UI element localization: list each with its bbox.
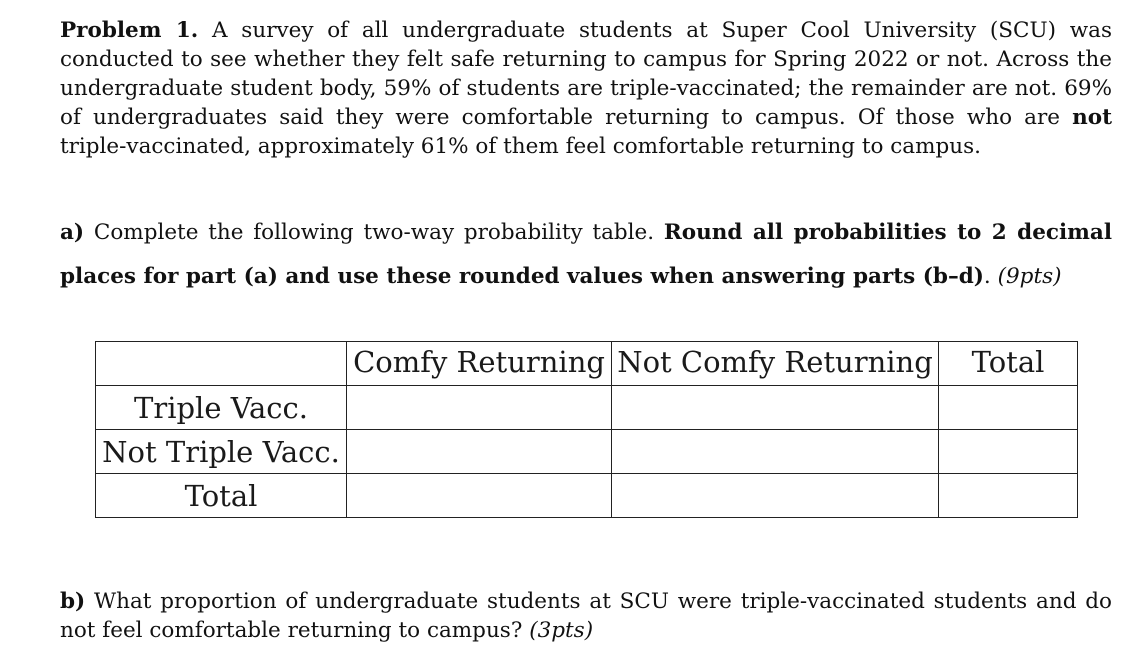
column-header-total: Total (939, 342, 1078, 386)
row-header-triple-vacc: Triple Vacc. (96, 386, 347, 430)
table-corner-cell (96, 342, 347, 386)
part-a-question (60, 211, 1112, 299)
part-a-points: (9pts) (997, 264, 1062, 289)
problem-text: A survey of all undergraduate students at Super Cool University (SCU) was conducted to see whether they felt safe returning to campus for Spring 2022 or not. Across the undergraduate student body, 59% of students are triple-vaccinated; the remainder are not. 69% of undergraduates said they were comfortable returning to campus. Of those who are (60, 18, 1112, 130)
cell-not-triple-comfy[interactable] (347, 430, 612, 474)
part-a-text: Complete the following two-way probability table. (93, 220, 655, 245)
cell-total-not-comfy[interactable] (612, 474, 939, 518)
problem-heading: Problem 1. (60, 18, 199, 43)
part-a-period: . (983, 264, 991, 289)
table-header-row (96, 342, 1078, 386)
problem-text-end: triple-vaccinated, approximately 61% of them feel comfortable returning to campus. (60, 134, 981, 159)
cell-not-triple-not-comfy[interactable] (612, 430, 939, 474)
column-header-not-comfy: Not Comfy Returning (612, 342, 939, 386)
cell-triple-comfy[interactable] (347, 386, 612, 430)
column-header-comfy: Comfy Returning (347, 342, 612, 386)
part-a-label: a) (60, 220, 85, 245)
table-row (96, 386, 1078, 430)
two-way-probability-table (95, 341, 1078, 518)
part-b-text: What proportion of undergraduate students at SCU were triple-vaccinated students and do not feel comfortable returning to campus? (60, 589, 1112, 643)
cell-total-comfy[interactable] (347, 474, 612, 518)
part-a-instruction: Round all probabilities to 2 decimal places for part (a) and use these rounded values when answering parts (b–d) (60, 220, 1112, 289)
cell-grand-total[interactable] (939, 474, 1078, 518)
row-header-total: Total (96, 474, 347, 518)
problem-emphasis: not (1072, 105, 1112, 130)
table-row (96, 430, 1078, 474)
row-header-not-triple-vacc: Not Triple Vacc. (96, 430, 347, 474)
cell-triple-not-comfy[interactable] (612, 386, 939, 430)
table-row (96, 474, 1078, 518)
cell-not-triple-total[interactable] (939, 430, 1078, 474)
part-b-question (60, 587, 1112, 645)
cell-triple-total[interactable] (939, 386, 1078, 430)
part-b-label: b) (60, 589, 86, 614)
problem-statement (60, 16, 1112, 161)
part-b-points: (3pts) (529, 618, 594, 643)
